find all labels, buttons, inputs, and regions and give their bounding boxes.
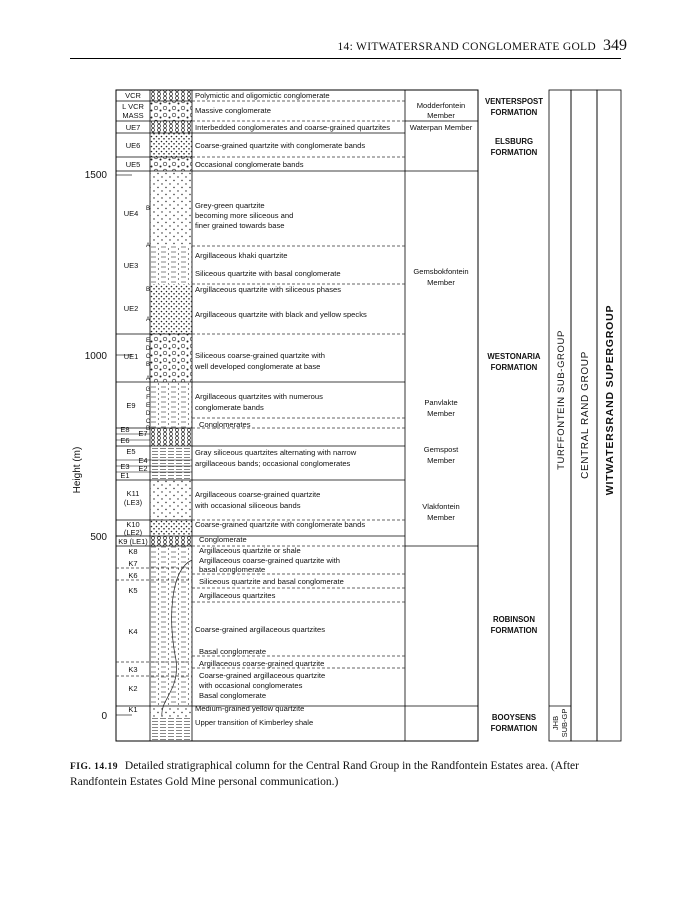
unit-ue1: UE1 [123, 352, 139, 361]
letter-e9-d: D [145, 411, 151, 417]
formation-westonaria-2: FORMATION [490, 363, 538, 372]
member-column [410, 101, 473, 522]
group-jhb: JHB [551, 715, 560, 731]
formation-robinson: ROBINSON [492, 615, 536, 624]
unit-k4: K4 [128, 627, 138, 636]
unit-descriptions [194, 91, 390, 727]
axis-label: Height (m) [72, 446, 83, 494]
unit-k5: K5 [128, 586, 138, 595]
unit-ue2: UE2 [123, 304, 139, 313]
letter-ue2-a: A [145, 317, 151, 323]
member-panvlakte: Panvlakte [424, 398, 458, 407]
formation-booysens-2: FORMATION [490, 724, 538, 733]
letter-e9-g: G [145, 387, 151, 393]
letter-ue4-b: B [145, 206, 151, 212]
desc-e9-2: conglomerate bands [195, 403, 264, 412]
desc-k4-2: Basal conglomerate [199, 647, 267, 656]
desc-e5-2: argillaceous bands; occasional conglomerates [195, 459, 351, 468]
desc-ue2-1: Argillaceous quartzite with siliceous phases [195, 285, 342, 294]
formation-ventersdorp: VENTERSPOST [484, 97, 544, 106]
desc-k5: Argillaceous quartzites [199, 591, 276, 600]
axis-tick-500: 500 [90, 532, 107, 543]
group-turffontein: TURFFONTEIN SUB-GROUP [556, 330, 567, 470]
letter-e9-c: C [145, 419, 151, 425]
desc-ue3-1: Argillaceous khaki quartzite [195, 251, 288, 260]
desc-lvcr: Massive conglomerate [195, 106, 271, 115]
member-modderfontein: Modderfontein [416, 101, 466, 110]
axis-tick-0: 0 [101, 711, 107, 722]
desc-k2-1: Coarse-grained argillaceous quartzite [199, 671, 326, 680]
letter-e9-b: B [145, 426, 151, 432]
desc-e9-3: Conglomerates [199, 420, 251, 429]
desc-ue6: Coarse-grained quartzite with conglomerate bands [195, 141, 366, 150]
member-vlakfontein-2: Member [427, 513, 455, 522]
unit-mass: MASS [122, 111, 144, 120]
desc-k7-1: Argillaceous coarse-grained quartzite with [199, 556, 340, 565]
member-vlakfontein: Vlakfontein [422, 502, 460, 511]
unit-names [118, 91, 151, 714]
letter-ue2-b: B [145, 287, 151, 293]
formation-booysens: BOOYSENS [491, 713, 537, 722]
desc-ue3-2: Siliceous quartzite with basal conglomerate [195, 269, 341, 278]
letter-ue1-b: B [145, 362, 151, 368]
group-witwatersrand: WITWATERSRAND SUPERGROUP [604, 304, 616, 496]
formation-ventersdorp-2: FORMATION [490, 108, 538, 117]
desc-k10: Coarse-grained quartzite with conglomerate bands [195, 520, 366, 529]
formation-robinson-2: FORMATION [490, 626, 538, 635]
unit-k1: K1 [128, 705, 138, 714]
desc-k9: Conglomerate [199, 535, 247, 544]
desc-k11-2: with occasional siliceous bands [195, 501, 301, 510]
letter-ue4-a: A [145, 243, 151, 249]
unit-le3: (LE3) [123, 498, 143, 507]
member-panvlakte-2: Member [427, 409, 455, 418]
member-modderfontein-2: Member [427, 111, 455, 120]
letter-ue1-e: E [145, 338, 151, 344]
formation-elsburg: ELSBURG [494, 137, 534, 146]
member-gemspost: Gemspost [423, 445, 459, 454]
formation-elsburg-2: FORMATION [490, 148, 538, 157]
desc-k4-1: Coarse-grained argillaceous quartzites [195, 625, 326, 634]
letter-ue1-c: C [145, 354, 151, 360]
unit-e9: E9 [126, 401, 136, 410]
member-gemsbokfontein: Gemsbokfontein [413, 267, 469, 276]
desc-vcr: Polymictic and oligomictic conglomerate [195, 91, 330, 100]
formation-westonaria: WESTONARIA [487, 352, 541, 361]
desc-k3: Argillaceous coarse-grained quartzite [199, 659, 325, 668]
unit-e3: E3 [120, 462, 130, 471]
unit-ue7: UE7 [125, 123, 141, 132]
page-number: 349 [603, 37, 627, 54]
desc-k1-1: Medium-grained yellow quartzite [195, 704, 305, 713]
desc-k8: Argillaceous quartzite or shale [199, 546, 301, 555]
unit-k2: K2 [128, 684, 138, 693]
letter-ue1-a: A [145, 376, 151, 382]
unit-k8: K8 [128, 547, 138, 556]
desc-ue2-2: Argillaceous quartzite with black and yellow specks [195, 310, 367, 319]
unit-k3: K3 [128, 665, 138, 674]
unit-vcr: VCR [125, 91, 141, 100]
desc-e5-1: Gray siliceous quartzites alternating with narrow [195, 448, 357, 457]
letter-e9-e: E [145, 403, 151, 409]
desc-ue1-2: well developed conglomerate at base [195, 362, 321, 371]
member-gemsbokfontein-2: Member [427, 278, 455, 287]
member-waterpan: Waterpan Member [409, 123, 473, 132]
unit-ue6: UE6 [125, 141, 141, 150]
figure-caption-text: Detailed stratigraphical column for the Central Rand Group in the Randfontein Estates area. (After Randfontein Estates Gold Mine personal communication.) [70, 760, 579, 788]
desc-ue1-1: Siliceous coarse-grained quartzite with [195, 351, 326, 360]
desc-k7-2: basal conglomerate [199, 565, 266, 574]
letter-e9-f: F [146, 395, 150, 401]
unit-e5: E5 [126, 447, 136, 456]
desc-k11-1: Argillaceous coarse-grained quartzite [195, 490, 321, 499]
unit-k7: K7 [128, 559, 138, 568]
axis-tick-1000: 1000 [84, 351, 107, 362]
unit-e6: E6 [120, 436, 130, 445]
chapter-title: 14: WITWATERSRAND CONGLOMERATE GOLD [337, 41, 596, 53]
desc-k2-3: Basal conglomerate [199, 691, 267, 700]
unit-e2: E2 [138, 464, 148, 473]
unit-ue4: UE4 [123, 209, 139, 218]
unit-k6: K6 [128, 571, 138, 580]
desc-ue4-1: Grey-green quartzite [195, 201, 265, 210]
desc-ue7: Interbedded conglomerates and coarse-grained quartzites [195, 123, 391, 132]
unit-ue5: UE5 [125, 160, 141, 169]
axis-tick-1500: 1500 [84, 170, 107, 181]
group-central-rand: CENTRAL RAND GROUP [580, 351, 591, 479]
desc-ue5: Occasional conglomerate bands [195, 160, 304, 169]
unit-e1: E1 [120, 471, 130, 480]
unit-ue3: UE3 [123, 261, 139, 270]
desc-e9-1: Argillaceous quartzites with numerous [195, 392, 323, 401]
member-gemspost-2: Member [427, 456, 455, 465]
group-labels [551, 305, 616, 738]
letter-ue1-d: D [145, 346, 151, 352]
group-jhb-2: SUB-GP [560, 708, 569, 738]
unit-e4: E4 [138, 456, 148, 465]
figure-caption [70, 759, 630, 790]
unit-lvcr: L VCR [122, 102, 144, 111]
formation-column [485, 97, 543, 733]
unit-e7: E7 [138, 429, 148, 438]
desc-k2-2: with occasional conglomerates [199, 681, 303, 690]
unit-k11: K11 [126, 489, 140, 498]
figure-label: FIG. 14.19 [70, 762, 119, 772]
desc-k1-2: Upper transition of Kimberley shale [195, 718, 314, 727]
desc-ue4-2: becoming more siliceous and [195, 211, 294, 220]
unit-e8: E8 [120, 425, 130, 434]
unit-k10: K10 [126, 520, 140, 529]
unit-k9: K9 (LE1) [118, 537, 148, 546]
lithology-column [150, 90, 192, 741]
unit-le2: (LE2) [123, 528, 143, 537]
desc-k6: Siliceous quartzite and basal conglomerate [199, 577, 344, 586]
desc-ue4-3: finer grained towards base [195, 221, 285, 230]
